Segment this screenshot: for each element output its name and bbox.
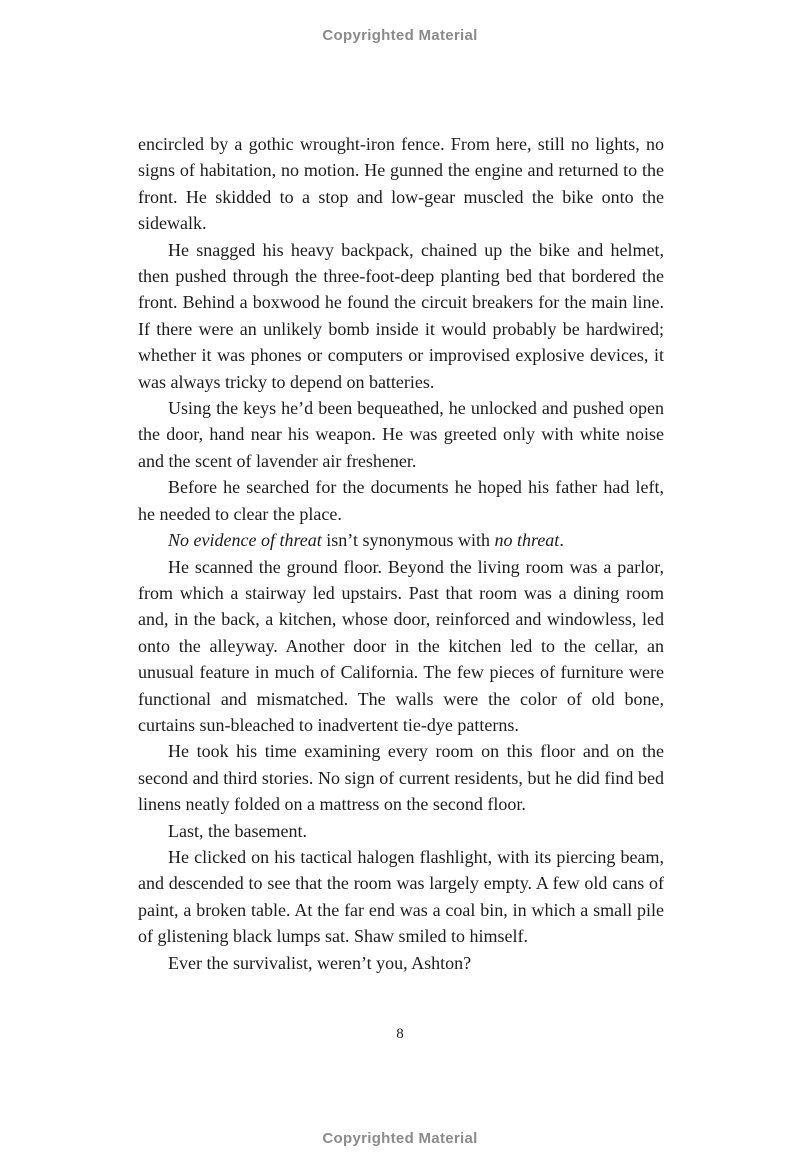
body-text: He scanned the ground floor. Beyond the living room was a parlor, from which a stairway led upstairs. Past that room was a dining room and, in the back, a kitchen, whose door, reinforced and windowless, led onto the alleyway. Another door in the kitchen led to the cellar, an unusual feature in much of California. The few pieces of furniture were functional and mismatched. The walls were the color of old bone, curtains sun-bleached to inadvertent tie-dye patterns. [138, 556, 664, 735]
italic-text: no threat [494, 530, 560, 551]
body-text: Ever the survivalist, weren’t you, Ashton? [168, 952, 472, 973]
paragraph [138, 395, 664, 474]
paragraph [138, 237, 664, 395]
paragraph [138, 527, 664, 553]
copyright-watermark-bottom: Copyrighted Material [322, 1130, 478, 1147]
body-text: He clicked on his tactical halogen flashlight, with its piercing beam, and descended to see that the room was largely empty. A few old cans of paint, a broken table. At the far end was a coal bin, in which a small pile of glistening black lumps sat. Shaw smiled to himself. [138, 846, 664, 947]
paragraph [138, 950, 664, 976]
body-text: Before he searched for the documents he hoped his father had left, he needed to clear the place. [138, 477, 664, 524]
paragraph [138, 474, 664, 527]
page-number: 8 [396, 1026, 404, 1042]
paragraph [138, 738, 664, 817]
body-text: . [559, 530, 564, 551]
body-text: encircled by a gothic wrought-iron fence. From here, still no lights, no signs of habitation, no motion. He gunned the engine and returned to the front. He skidded to a stop and low-gear muscled the bike onto the sidewalk. [138, 134, 664, 234]
body-text-block [138, 131, 664, 976]
paragraph [138, 131, 664, 237]
paragraph [138, 554, 664, 739]
body-text: isn’t synonymous with [321, 530, 495, 551]
body-text: He snagged his heavy backpack, chained up the bike and helmet, then pushed through the three-foot-deep planting bed that bordered the front. Behind a boxwood he found the circuit breakers for the main line. If there were an unlikely bomb inside it would probably be hardwired; whether it was phones or computers or improvised explosive devices, it was always tricky to depend on batteries. [138, 239, 664, 392]
body-text: He took his time examining every room on this floor and on the second and third stories. No sign of current residents, but he did find bed linens neatly folded on a mattress on the second floor. [138, 741, 664, 815]
paragraph [138, 844, 664, 950]
italic-text: No evidence of threat [168, 530, 322, 551]
body-text: Last, the basement. [168, 820, 307, 841]
paragraph [138, 818, 664, 844]
copyright-watermark-top: Copyrighted Material [322, 27, 478, 44]
body-text: Using the keys he’d been bequeathed, he unlocked and pushed open the door, hand near his weapon. He was greeted only with white noise and the scent of lavender air freshener. [138, 398, 664, 471]
